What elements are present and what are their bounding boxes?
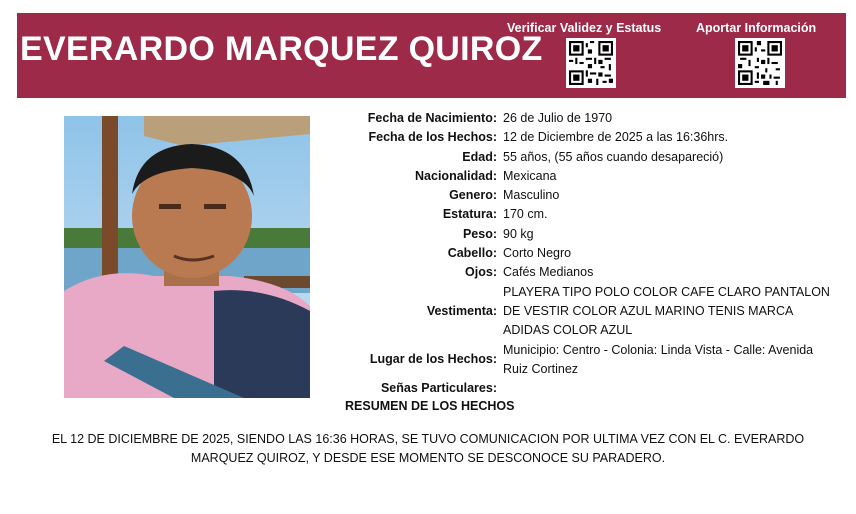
clothing-line: ADIDAS COLOR AZUL [503, 323, 633, 338]
detail-row-age [330, 148, 850, 167]
detail-label: Peso: [462, 226, 497, 241]
detail-row-height [330, 205, 850, 224]
detail-row-event-date [330, 128, 850, 147]
detail-row-birthdate [330, 109, 850, 128]
verify-qr-label: Verificar Validez y Estatus [507, 21, 662, 35]
detail-label [330, 341, 503, 380]
verify-qr-code[interactable] [566, 38, 616, 88]
detail-value: 170 cm. [503, 207, 548, 222]
detail-value: 55 años, (55 años cuando desapareció) [503, 149, 724, 164]
location-value [503, 341, 850, 380]
qr-code-icon [738, 41, 782, 85]
detail-label: Cabello: [447, 246, 497, 261]
detail-value: 26 de Julio de 1970 [503, 111, 613, 125]
detail-row-weight [330, 225, 850, 244]
person-photo [64, 116, 310, 398]
detail-row-hair [330, 244, 850, 263]
detail-value: Corto Negro [503, 246, 572, 261]
detail-label: Ojos: [465, 265, 497, 280]
detail-value: 90 kg [503, 226, 534, 241]
clothing-value [503, 283, 850, 341]
location-line: Ruiz Cortinez [503, 361, 579, 376]
person-name: EVERARDO MARQUEZ QUIROZ [20, 30, 543, 68]
detail-label: Genero: [449, 188, 497, 203]
info-qr-label: Aportar Información [696, 21, 817, 35]
detail-row-location [330, 341, 850, 380]
summary-text [20, 430, 836, 468]
info-qr-code[interactable] [735, 38, 785, 88]
clothing-label: Vestimenta: [426, 303, 497, 318]
detail-label: Edad: [462, 149, 497, 164]
detail-label: Estatura: [442, 207, 497, 222]
detail-label: Fecha de los Hechos: [368, 130, 497, 145]
detail-value: 12 de Diciembre de 2025 a las 16:36hrs. [503, 130, 729, 145]
header-banner [17, 13, 846, 98]
clothing-line: DE VESTIR COLOR AZUL MARINO TENIS MARCA [503, 303, 794, 318]
detail-row-eyes [330, 263, 850, 282]
detail-row-nationality [330, 167, 850, 186]
detail-label: Señas Particulares: [380, 381, 497, 396]
detail-row-gender [330, 186, 850, 205]
detail-label: Nacionalidad: [415, 168, 497, 183]
detail-row-clothing [330, 283, 850, 341]
detail-label [330, 283, 503, 341]
summary-title: RESUMEN DE LOS HECHOS [345, 399, 515, 413]
qr-code-icon [569, 41, 613, 85]
detail-value: Masculino [503, 188, 560, 203]
clothing-line: PLAYERA TIPO POLO COLOR CAFE CLARO PANTALON [503, 284, 830, 299]
detail-label: Fecha de Nacimiento: [367, 111, 497, 125]
summary-line: EL 12 DE DICIEMBRE DE 2025, SIENDO LAS 16:36 HORAS, SE TUVO COMUNICACION POR ULTIMA VEZ CON EL C. EVERARDO [51, 432, 805, 446]
detail-value [503, 379, 850, 398]
detail-value: Cafés Medianos [503, 265, 594, 280]
details-panel [330, 109, 850, 398]
detail-value: Mexicana [503, 168, 557, 183]
location-label: Lugar de los Hechos: [369, 352, 497, 367]
summary-line: MARQUEZ QUIROZ, Y DESDE ESE MOMENTO SE DESCONOCE SU PARADERO. [190, 451, 666, 465]
detail-row-marks [330, 379, 850, 398]
location-line: Municipio: Centro - Colonia: Linda Vista - Calle: Avenida [503, 342, 814, 357]
